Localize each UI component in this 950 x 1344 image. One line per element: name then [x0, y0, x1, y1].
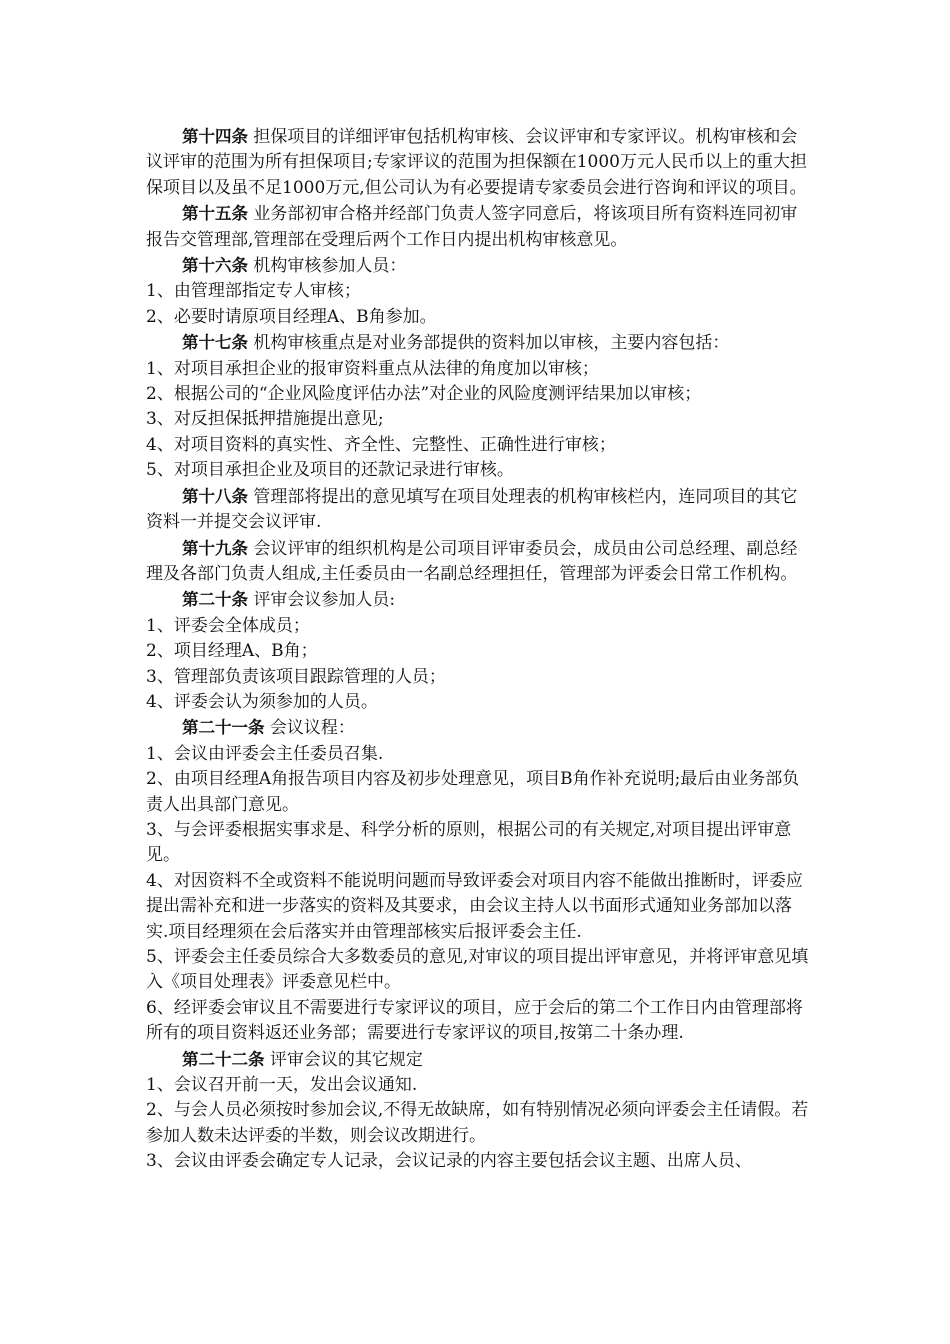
article-21	[146, 715, 814, 741]
article-22	[146, 1047, 814, 1073]
article-18	[146, 484, 814, 536]
list-item: 2、与会人员必须按时参加会议,不得无故缺席，如有特别情况必须向评委会主任请假。若参加人数未达评委的半数，则会议改期进行。	[146, 1100, 809, 1146]
article-text: 会议评审的组织机构是公司项目评审委员会，成员由公司总经理、副总经理及各部门负责人组成,主任委员由一名副总经理担任，管理部为评委会日常工作机构。	[146, 538, 798, 584]
list-item: 3、与会评委根据实事求是、科学分析的原则，根据公司的有关规定,对项目提出评审意见。	[146, 819, 792, 866]
list-item: 4、对项目资料的真实性、齐全性、完整性、正确性进行审核；	[146, 434, 616, 455]
article-14	[146, 124, 814, 201]
article-text: 担保项目的详细评审包括机构审核、会议评审和专家评议。机构审核和会议评审的范围为所有担保项目;专家评议的范围为担保额在1000万元人民币以上的重大担保项目以及虽不足1000万元,但公司认为有必要提请专家委员会进行咨询和评议的项目。	[146, 127, 807, 198]
list-item: 3、会议由评委会确定专人记录，会议记录的内容主要包括会议主题、出席人员、	[146, 1151, 752, 1172]
article-text: 评审会议的其它规定	[264, 1049, 423, 1070]
article-15	[146, 201, 814, 253]
article-title: 第十六条	[182, 256, 248, 276]
list-item: 5、评委会主任委员综合大多数委员的意见,对审议的项目提出评审意见，并将评审意见填入《项目处理表》评委意见栏中。	[146, 947, 809, 993]
article-title: 第十九条	[182, 538, 248, 558]
list-item: 4、评委会认为须参加的人员。	[146, 691, 378, 712]
article-title: 第二十二条	[182, 1049, 265, 1069]
article-title: 第十八条	[182, 486, 248, 506]
list-item: 6、经评委会审议且不需要进行专家评议的项目，应于会后的第二个工作日内由管理部将所有的项目资料返还业务部；需要进行专家评议的项目,按第二十条办理.	[146, 997, 803, 1044]
article-title: 第二十一条	[182, 718, 265, 738]
article-text: 机构审核参加人员：	[248, 256, 407, 277]
article-text: 评审会议参加人员:	[248, 590, 396, 611]
article-text: 管理部将提出的意见填写在项目处理表的机构审核栏内，连同项目的其它资料一并提交会议评审.	[146, 486, 798, 533]
article-title: 第十五条	[182, 204, 248, 224]
list-item: 1、对项目承担企业的报审资料重点从法律的角度加以审核；	[146, 358, 599, 379]
article-16	[146, 253, 814, 279]
article-text: 机构审核重点是对业务部提供的资料加以审核，主要内容包括：	[248, 333, 730, 354]
article-19	[146, 536, 814, 588]
article-title: 第十四条	[182, 127, 248, 146]
article-title: 第二十条	[182, 590, 248, 610]
list-item: 2、根据公司的“企业风险度评估办法”对企业的风险度测评结果加以审核；	[146, 384, 702, 405]
list-item: 1、会议召开前一天，发出会议通知.	[146, 1075, 418, 1096]
article-20	[146, 587, 814, 613]
article-17	[146, 330, 814, 356]
list-item: 3、管理部负责该项目跟踪管理的人员；	[146, 666, 446, 687]
list-item: 1、会议由评委会主任委员召集.	[146, 743, 384, 764]
article-text: 会议议程：	[264, 718, 355, 739]
list-item: 4、对因资料不全或资料不能说明问题而导致评委会对项目内容不能做出推断时，评委应提出需补充和进一步落实的资料及其要求，由会议主持人以书面形式通知业务部加以落实.项目经理须在会后落实并由管理部核实后报评委会主任.	[146, 870, 803, 942]
list-item: 2、项目经理A、B角；	[146, 641, 318, 662]
list-item: 5、对项目承担企业及项目的还款记录进行审核。	[146, 460, 514, 481]
list-item: 1、评委会全体成员；	[146, 615, 310, 636]
article-text: 业务部初审合格并经部门负责人签字同意后，将该项目所有资料连同初审报告交管理部,管理部在受理后两个工作日内提出机构审核意见。	[146, 204, 798, 250]
list-item: 2、必要时请原项目经理A、B角参加。	[146, 306, 437, 327]
list-item: 2、由项目经理A角报告项目内容及初步处理意见，项目B角作补充说明;最后由业务部负责人出具部门意见。	[146, 769, 800, 815]
list-item: 3、对反担保抵押措施提出意见;	[146, 409, 384, 430]
document-body	[146, 124, 814, 1175]
list-item: 1、由管理部指定专人审核；	[146, 281, 361, 302]
article-title: 第十七条	[182, 333, 248, 353]
